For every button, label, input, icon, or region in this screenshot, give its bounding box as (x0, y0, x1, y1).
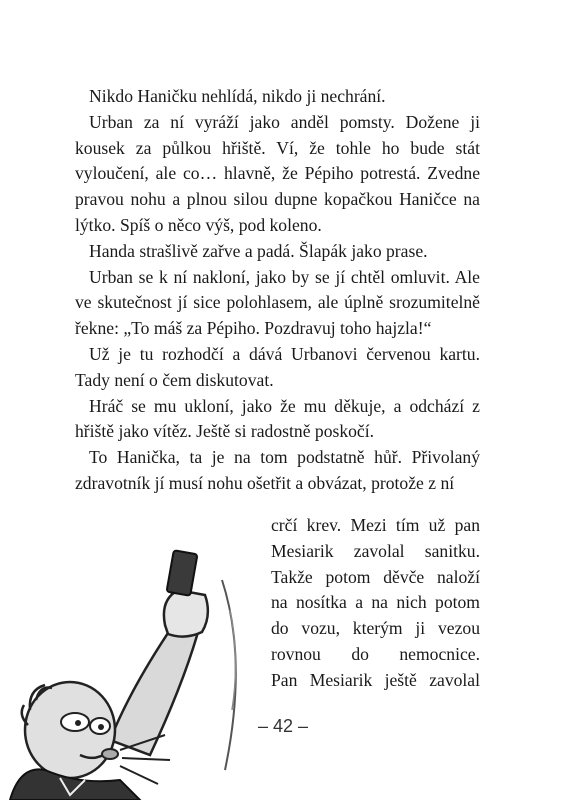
paragraph: To Hanička, ta je na tom podstatně hůř. Přivolaný zdravotník jí musí nohu ošetřit a obvázat, protože z ní (75, 447, 480, 493)
paragraph: Hráč se mu ukloní, jako že mu děkuje, a odchází z hřiště jako vítěz. Ještě si radostně poskočí. (75, 395, 480, 442)
main-text (75, 84, 480, 497)
text-line: Pan Mesiarik ještě zavolal (271, 669, 480, 690)
continued-text (271, 513, 480, 694)
paragraph: Urban za ní vyráží jako anděl pomsty. Dožene ji kousek za půlkou hřiště. Ví, že tohle ho bude stát vyloučení, ale co… hlavně, že Pépiho potrestá. Zvedne pravou nohu a plnou silou dupne kopačkou Haničce na lýtko. Spíš o něco výš, pod koleno. (75, 111, 480, 235)
text-line: crčí krev. Mezi tím už pan (271, 515, 480, 535)
text-line: do vozu, kterým ji vezou (271, 618, 480, 639)
text-line: na nosítka a na nich potom (271, 592, 480, 613)
text-line: Mesiarik zavolal sanitku. (271, 540, 480, 561)
paragraph: Urban se k ní nakloní, jako by se jí chtěl omluvit. Ale ve skutečnost jí sice polohlasem, ale úplně srozumitelně řekne: „To máš za Pépiho. Pozdravuj toho hajzla!“ (75, 266, 480, 339)
text-line: Takže potom děvče naloží (271, 566, 480, 587)
page-number: – 42 – (257, 716, 309, 736)
paragraph: Nikdo Haničku nehlídá, nikdo ji nechrání. (89, 86, 386, 106)
paragraph: Handa strašlivě zařve a padá. Šlapák jako prase. (89, 240, 428, 261)
referee-illustration (0, 540, 260, 800)
paragraph: Už je tu rozhodčí a dává Urbanovi červenou kartu. Tady není o čem diskutovat. (75, 343, 480, 390)
text-line: rovnou do nemocnice. (271, 643, 480, 664)
